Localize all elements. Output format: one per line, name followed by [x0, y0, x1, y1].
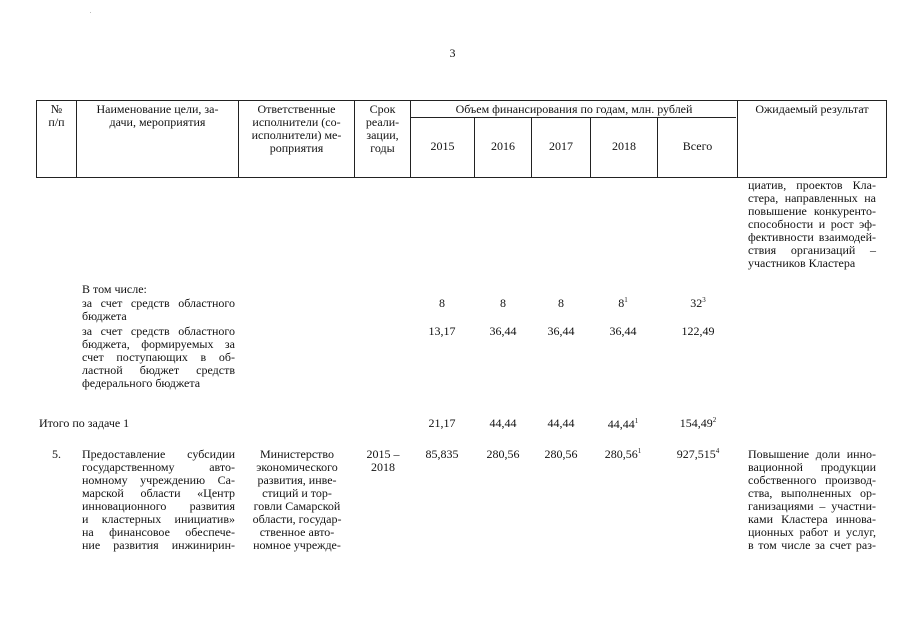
value-2017: 280,56 [544, 447, 578, 461]
header-term-line: годы [370, 141, 395, 155]
result-line: фективности взаимодей- [748, 230, 876, 244]
header-year-2017: 2017 [549, 139, 573, 153]
col-border [886, 100, 887, 178]
value-2017: 8 [558, 296, 564, 310]
value-2016: 280,56 [486, 447, 520, 461]
header-result: Ожидаемый результат [755, 102, 869, 116]
row-label-line: федерального бюджета [82, 376, 201, 390]
result-line: участников Кластера [748, 256, 856, 270]
value-2016: 36,44 [489, 324, 517, 338]
header-term [355, 103, 410, 155]
item-number: 5. [52, 447, 61, 461]
header-name [77, 103, 238, 129]
header-name-line: дачи, мероприятия [109, 115, 206, 129]
result-line: повышение конкуренто- [748, 204, 876, 218]
value-2018: 44,44$^1$ [607, 417, 639, 431]
value-2015: 21,17 [428, 416, 456, 430]
header-num [37, 103, 76, 129]
item-name-line: марской области «Центр [82, 486, 235, 500]
item-name-line: инновационного развития [82, 499, 235, 513]
footnote-mark: 1 [637, 447, 642, 455]
item-result-line: в том числе за счет раз- [748, 538, 876, 552]
item-term [358, 448, 408, 474]
item-result [748, 448, 876, 552]
item-name-line: государственному авто- [82, 460, 235, 474]
item-result-line: собственного производ- [748, 473, 876, 487]
header-resp-line: роприятия [269, 141, 324, 155]
row-label-line: ластной бюджет средств [82, 363, 235, 377]
row-label-federal [82, 325, 235, 390]
item-term-line: 2018 [371, 460, 395, 474]
footnote-mark: 3 [702, 296, 706, 304]
value-2018: $8^1$ [618, 296, 628, 310]
row-label-line: бюджета, формируемых за [82, 337, 235, 351]
header-term-line: зации, [366, 128, 399, 142]
header-term-line: реали- [365, 115, 400, 129]
item-result-line: ками Кластера иннова- [748, 512, 876, 526]
page-number: 3 [449, 46, 456, 60]
value-2017: 44,44 [547, 416, 575, 430]
item-name-line: Предоставление субсидии [82, 447, 235, 461]
value-2015: 13,17 [428, 324, 456, 338]
header-num-line: № [50, 102, 63, 116]
row-label-line: за счет средств областного [82, 324, 235, 338]
header-responsible [239, 103, 354, 155]
header-year-2018: 2018 [612, 139, 636, 153]
result-line: способности и рост эф- [748, 217, 876, 231]
result-line: ствия организаций – [748, 243, 876, 257]
value-2016: 8 [500, 296, 506, 310]
item-name-line: и кластерных инициатив» [82, 512, 235, 526]
header-resp-line: Ответственные [257, 102, 336, 116]
item-result-line: ганизациями – участни- [748, 499, 876, 513]
item-result-line: вационной продукции [748, 460, 876, 474]
value-2018: 280,56$^1$ [604, 447, 642, 461]
continuation-result [748, 179, 876, 270]
item-resp-line: Министерство [260, 447, 334, 461]
item-resp-line: области, государ- [252, 512, 342, 526]
item-resp-line: говли Самарской [253, 499, 341, 513]
header-resp-line: исполнители) ме- [251, 128, 342, 142]
item-resp-line: развития, инве- [257, 473, 337, 487]
header-num-line: п/п [48, 115, 65, 129]
including-label: В том числе: [82, 282, 147, 296]
value-2015: 85,835 [425, 447, 459, 461]
row-label-line: бюджета [82, 309, 127, 323]
result-line: стера, направленных на [748, 191, 876, 205]
item-resp-line: стиций и тор- [262, 486, 332, 500]
value-2015: 8 [439, 296, 445, 310]
header-funding: Объем финансирования по годам, млн. рублей [455, 102, 693, 116]
value-total: 154,49$^2$ [679, 416, 717, 430]
value-2018: 36,44 [609, 324, 637, 338]
funding-sub-border [411, 117, 736, 118]
header-total: Всего [682, 139, 713, 153]
item-name-line: ние развития инжинирин- [82, 538, 235, 552]
header-resp-line: исполнители (со- [252, 115, 341, 129]
footnote-mark: 4 [715, 447, 720, 455]
footnote-mark: 1 [624, 296, 628, 304]
footnote-mark: 1 [634, 417, 639, 425]
item-result-line: ства, выполненных ор- [748, 486, 876, 500]
row-label-line: за счет средств областного [82, 296, 235, 310]
item-resp-line: экономического [256, 460, 338, 474]
header-name-line: Наименование цели, за- [96, 102, 219, 116]
item-name [82, 448, 235, 552]
row-label-line: счет поступающих в об- [82, 350, 235, 364]
value-total: $32^3$ [690, 296, 706, 310]
header-year-2016: 2016 [491, 139, 515, 153]
value-2017: 36,44 [547, 324, 575, 338]
header-term-line: Срок [369, 102, 396, 116]
scan-speck [90, 12, 91, 13]
result-line: циатив, проектов Кла- [748, 178, 876, 192]
row-label-regional [82, 297, 235, 323]
value-total: 927,515$^4$ [676, 447, 720, 461]
item-resp-line: номное учрежде- [253, 538, 341, 552]
item-term-line: 2015 – [366, 447, 400, 461]
item-resp-line: ственное авто- [259, 525, 335, 539]
item-result-line: ционных работ и услуг, [748, 525, 876, 539]
value-total: 122,49 [681, 324, 715, 338]
header-year-2015: 2015 [430, 139, 455, 153]
item-responsible [240, 448, 354, 552]
footnote-mark: 2 [712, 416, 717, 424]
table-top-border [36, 100, 887, 101]
total-label: Итого по задаче 1 [39, 416, 130, 430]
item-name-line: номному учреждению Са- [82, 473, 235, 487]
item-result-line: Повышение доли инно- [748, 447, 876, 461]
item-name-line: на финансовое обеспече- [82, 525, 235, 539]
value-2016: 44,44 [489, 416, 517, 430]
